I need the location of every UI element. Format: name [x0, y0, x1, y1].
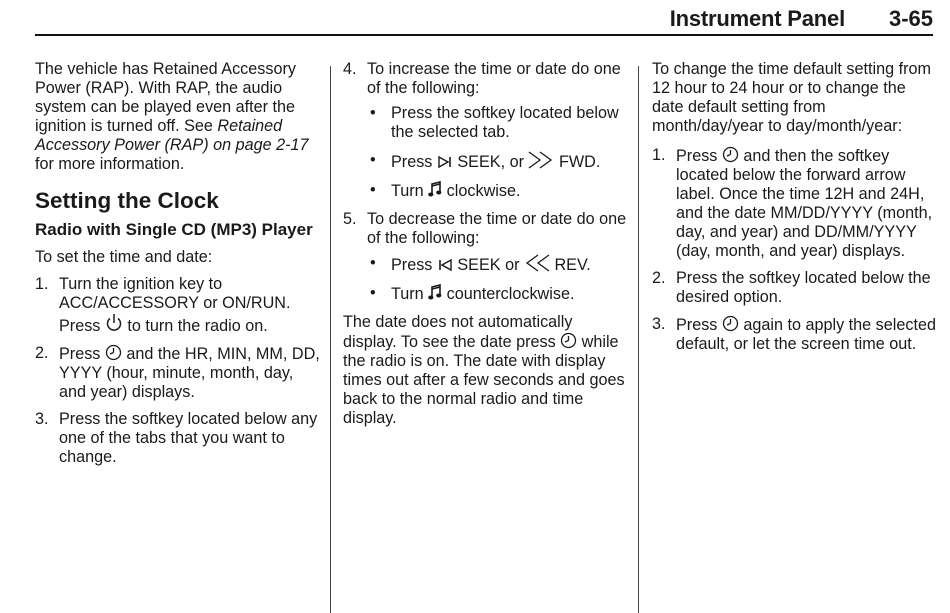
bullet-list: [367, 254, 628, 304]
step-item: 4. To increase the time or date do one of the following: • Press the softkey located below the selected tab. • Press SEEK, or FWD. • Turn clockwise.: [343, 60, 628, 201]
step-item: 2. Press the softkey located below the desired option.: [652, 269, 931, 306]
column-middle: [343, 60, 628, 428]
clock-icon: [560, 332, 577, 349]
date-display-note: The date does not automatically display. To see the date press while the radio is on. The date with display times out after a few seconds and goes back to the normal radio and time display.: [343, 313, 625, 427]
tune-knob-icon: [428, 181, 442, 198]
clock-icon: [722, 146, 739, 163]
step-item: 1. Turn the ignition key to ACC/ACCESSORY or ON/RUN. Press to turn the radio on.: [35, 275, 291, 335]
step-item: 5. To decrease the time or date do one of the following: • Press SEEK or REV. • Turn counterclockwise.: [343, 210, 628, 304]
rewind-icon: [524, 254, 550, 272]
lead-text: To change the time default setting from 12 hour to 24 hour or to change the date default setting from month/day/year to day/month/year:: [652, 60, 931, 135]
section-heading: Setting the Clock: [35, 188, 219, 213]
tune-knob-icon: [428, 284, 442, 301]
rap-paragraph: The vehicle has Retained Accessory Power (RAP). With RAP, the audio system can be played even after the ignition is turned off. See Retained Accessory Power (RAP) on page 2-17 for more information.: [35, 60, 309, 173]
list-item: • Press SEEK, or FWD.: [367, 151, 628, 172]
step-list: [35, 275, 320, 467]
bullet-list: [367, 104, 628, 201]
subsection-heading: Radio with Single CD (MP3) Player: [35, 220, 313, 239]
rap-reference: Retained Accessory Power (RAP) on page 2-17: [35, 117, 309, 154]
power-icon: [105, 313, 123, 333]
list-item: • Turn clockwise.: [367, 181, 628, 201]
fast-forward-icon: [528, 151, 554, 169]
page-number: 3-65: [888, 6, 933, 31]
lead-text: To set the time and date:: [35, 248, 213, 266]
step-item: 2. Press and the HR, MIN, MM, DD, YYYY (hour, minute, month, day, and year) displays.: [35, 344, 320, 401]
seek-next-icon: [437, 155, 453, 169]
step-item: 3. Press the softkey located below any one of the tabs that you want to change.: [35, 410, 318, 466]
list-item: • Press SEEK or REV.: [367, 254, 628, 275]
page-header: [35, 0, 933, 36]
list-item: • Press the softkey located below the selected tab.: [367, 104, 628, 142]
step-list: [652, 146, 937, 354]
clock-icon: [105, 344, 122, 361]
step-item: 3. Press again to apply the selected default, or let the screen time out.: [652, 315, 936, 353]
section-title: Instrument Panel: [669, 6, 845, 31]
column-divider: [638, 66, 639, 613]
column-left: [35, 60, 320, 475]
column-right: [652, 60, 937, 362]
step-item: 1. Press and then the softkey located below the forward arrow label. Once the time 12H and 24H, and the date MM/DD/YYYY (month, day, and year) and DD/MM/YYYY (day, month, and year) displays.: [652, 146, 933, 260]
clock-icon: [722, 315, 739, 332]
list-item: • Turn counterclockwise.: [367, 284, 628, 304]
step-list: [343, 60, 628, 304]
column-divider: [330, 66, 331, 613]
seek-previous-icon: [437, 258, 453, 272]
